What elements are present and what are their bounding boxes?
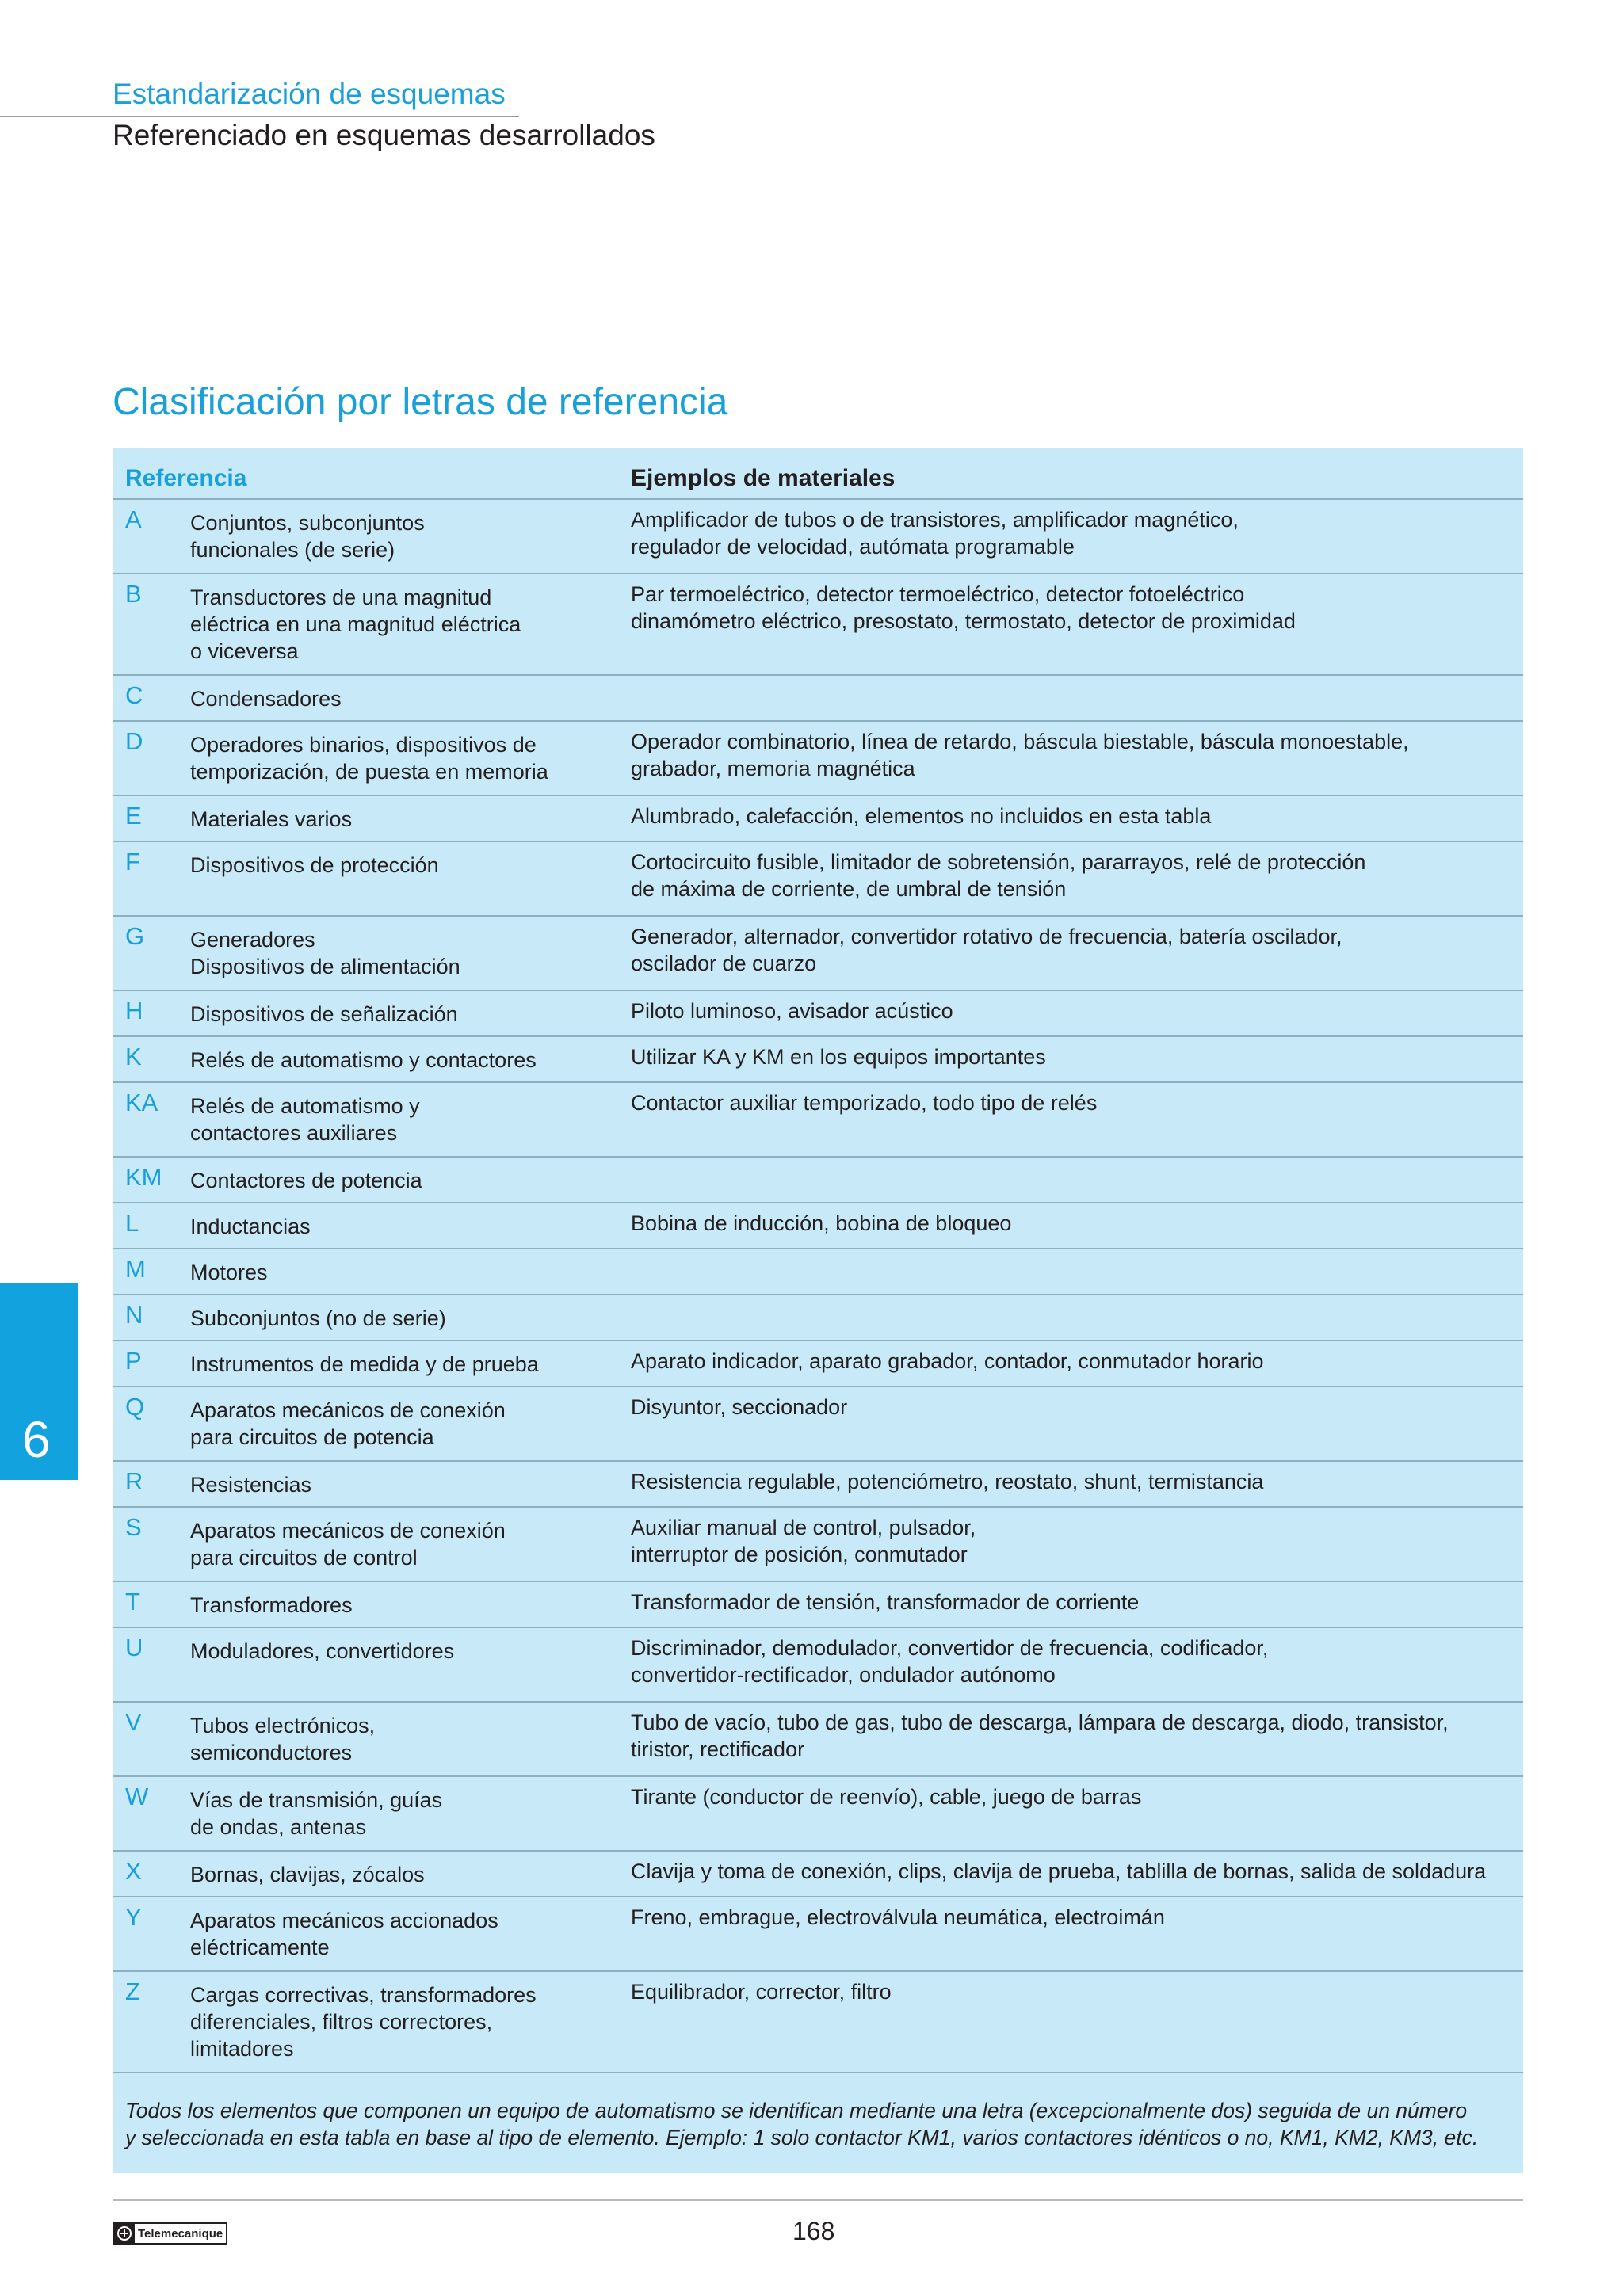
table-header-row (113, 448, 1523, 500)
table-row (113, 1083, 1523, 1158)
table-row (113, 574, 1523, 676)
material-examples: Amplificador de tubos o de transistores, amplificador magnético, regulador de velocidad, autómata programable (631, 508, 1239, 559)
reference-description: Generadores Dispositivos de alimentación (190, 928, 460, 978)
reference-code: E (125, 802, 142, 830)
material-examples: Auxiliar manual de control, pulsador, interruptor de posición, conmutador (631, 1516, 976, 1566)
table-row (113, 676, 1523, 722)
reference-description: Aparatos mecánicos de conexión para circuitos de control (190, 1519, 506, 1569)
brand-mark-icon (114, 2223, 135, 2244)
reference-code: W (125, 1783, 149, 1810)
reference-description: Conjuntos, subconjuntos funcionales (de serie) (190, 511, 425, 562)
material-examples: Resistencia regulable, potenciómetro, reostato, shunt, termistancia (631, 1470, 1264, 1493)
reference-table (113, 448, 1523, 2173)
table-body (113, 500, 1523, 2073)
table-row (113, 1628, 1523, 1703)
column-header-reference: Referencia (125, 465, 247, 491)
material-examples: Par termoeléctrico, detector termoeléctrico, detector fotoeléctrico dinamómetro eléctrico, presostato, termostato, detector de proximidad (631, 582, 1296, 633)
material-examples: Utilizar KA y KM en los equipos importantes (631, 1045, 1046, 1069)
table-row (113, 1203, 1523, 1249)
section-title: Estandarización de esquemas (113, 78, 506, 110)
table-row (113, 1582, 1523, 1628)
reference-code: V (125, 1708, 142, 1736)
reference-description: Instrumentos de medida y de prueba (190, 1352, 539, 1376)
reference-description: Aparatos mecánicos accionados eléctricamente (190, 1909, 498, 1959)
table-row (113, 1897, 1523, 1972)
reference-code: L (125, 1209, 139, 1237)
reference-code: KA (125, 1089, 158, 1116)
material-examples: Discriminador, demodulador, convertidor de frecuencia, codificador, convertidor-rectificador, ondulador autónomo (631, 1636, 1269, 1687)
material-examples: Clavija y toma de conexión, clips, clavija de prueba, tablilla de bornas, salida de soldadura (631, 1859, 1487, 1883)
table-row (113, 1037, 1523, 1083)
table-row (113, 1158, 1523, 1203)
reference-description: Condensadores (190, 687, 342, 711)
reference-code: KM (125, 1163, 162, 1191)
reference-code: Y (125, 1903, 142, 1931)
table-footnote: Todos los elementos que componen un equipo de automatismo se identifican mediante una letra (excepcionalmente dos) seguida de un número y seleccionada en esta tabla en base al tipo de elemento. Ejemplo: 1 solo contactor KM1, varios contactores idénticos o no, KM1, KM2, KM3, etc. (125, 2099, 1479, 2149)
reference-description: Relés de automatismo y contactores auxiliares (190, 1094, 420, 1145)
material-examples: Contactor auxiliar temporizado, todo tipo de relés (631, 1091, 1098, 1115)
reference-code: R (125, 1467, 143, 1495)
reference-code: B (125, 580, 142, 608)
material-examples: Bobina de inducción, bobina de bloqueo (631, 1211, 1012, 1235)
subsection-title: Referenciado en esquemas desarrollados (113, 119, 655, 151)
material-examples: Tubo de vacío, tubo de gas, tubo de descarga, lámpara de descarga, diodo, transistor, tiristor, rectificador (631, 1711, 1449, 1761)
table-row (113, 1249, 1523, 1295)
reference-description: Operadores binarios, dispositivos de temporización, de puesta en memoria (190, 733, 548, 784)
material-examples: Alumbrado, calefacción, elementos no incluidos en esta tabla (631, 804, 1212, 828)
reference-code: Z (125, 1978, 140, 2005)
reference-code: D (125, 727, 143, 755)
brand-name: Telemecanique (138, 2226, 223, 2241)
table-row (113, 1703, 1523, 1777)
footer-rule (113, 2199, 1523, 2201)
reference-description: Dispositivos de protección (190, 853, 439, 877)
chapter-tab (0, 1283, 78, 1480)
material-examples: Equilibrador, corrector, filtro (631, 1980, 892, 2004)
reference-description: Moduladores, convertidores (190, 1639, 455, 1663)
page-number: 168 (792, 2217, 835, 2245)
reference-description: Relés de automatismo y contactores (190, 1048, 537, 1072)
reference-description: Transductores de una magnitud eléctrica en una magnitud eléctrica o viceversa (190, 585, 521, 663)
reference-description: Inductancias (190, 1215, 311, 1238)
chapter-number: 6 (22, 1411, 51, 1468)
material-examples: Piloto luminoso, avisador acústico (631, 999, 953, 1023)
reference-description: Dispositivos de señalización (190, 1002, 458, 1026)
table-row (113, 1777, 1523, 1852)
header-rule (0, 116, 519, 117)
reference-description: Aparatos mecánicos de conexión para circuitos de potencia (190, 1398, 506, 1449)
table-row (113, 1972, 1523, 2073)
table-row (113, 796, 1523, 842)
reference-code: K (125, 1043, 142, 1070)
reference-code: G (125, 922, 145, 950)
brand-logo (113, 2222, 227, 2245)
table-row (113, 1295, 1523, 1341)
reference-description: Transformadores (190, 1593, 353, 1617)
material-examples: Disyuntor, seccionador (631, 1395, 848, 1419)
reference-code: S (125, 1513, 142, 1541)
table-row (113, 1387, 1523, 1462)
material-examples: Transformador de tensión, transformador de corriente (631, 1590, 1140, 1614)
reference-code: U (125, 1634, 143, 1661)
reference-description: Motores (190, 1261, 268, 1284)
table-row (113, 842, 1523, 917)
reference-code: M (125, 1255, 146, 1283)
reference-description: Cargas correctivas, transformadores diferenciales, filtros correctores, limitadores (190, 1983, 537, 2061)
table-row (113, 722, 1523, 796)
material-examples: Operador combinatorio, línea de retardo, báscula biestable, báscula monoestable, grabador, memoria magnética (631, 730, 1409, 780)
table-row (113, 500, 1523, 574)
table-row (113, 1462, 1523, 1508)
reference-code: P (125, 1347, 142, 1375)
reference-code: T (125, 1588, 140, 1615)
reference-description: Bornas, clavijas, zócalos (190, 1863, 425, 1886)
table-row (113, 1508, 1523, 1582)
table-row (113, 1852, 1523, 1897)
material-examples: Cortocircuito fusible, limitador de sobretensión, pararrayos, relé de protección de máxima de corriente, de umbral de tensión (631, 850, 1366, 901)
table-row (113, 991, 1523, 1037)
reference-code: A (125, 505, 142, 533)
table-row (113, 917, 1523, 991)
material-examples: Freno, embrague, electroválvula neumática, electroimán (631, 1905, 1165, 1929)
material-examples: Aparato indicador, aparato grabador, contador, conmutador horario (631, 1349, 1264, 1373)
column-header-examples: Ejemplos de materiales (631, 465, 896, 491)
reference-code: N (125, 1301, 143, 1329)
reference-code: H (125, 997, 143, 1024)
reference-code: C (125, 681, 143, 709)
reference-code: F (125, 848, 140, 875)
reference-description: Tubos electrónicos, semiconductores (190, 1714, 376, 1764)
reference-description: Contactores de potencia (190, 1169, 422, 1192)
reference-description: Materiales varios (190, 807, 353, 831)
reference-description: Vías de transmisión, guías de ondas, antenas (190, 1788, 443, 1839)
material-examples: Tirante (conductor de reenvío), cable, juego de barras (631, 1785, 1142, 1809)
reference-description: Resistencias (190, 1473, 312, 1497)
material-examples: Generador, alternador, convertidor rotativo de frecuencia, batería oscilador, oscilador de cuarzo (631, 925, 1342, 975)
reference-code: X (125, 1857, 142, 1885)
reference-description: Subconjuntos (no de serie) (190, 1306, 446, 1330)
reference-code: Q (125, 1393, 145, 1421)
table-heading: Clasificación por letras de referencia (113, 381, 728, 423)
table-row (113, 1341, 1523, 1387)
